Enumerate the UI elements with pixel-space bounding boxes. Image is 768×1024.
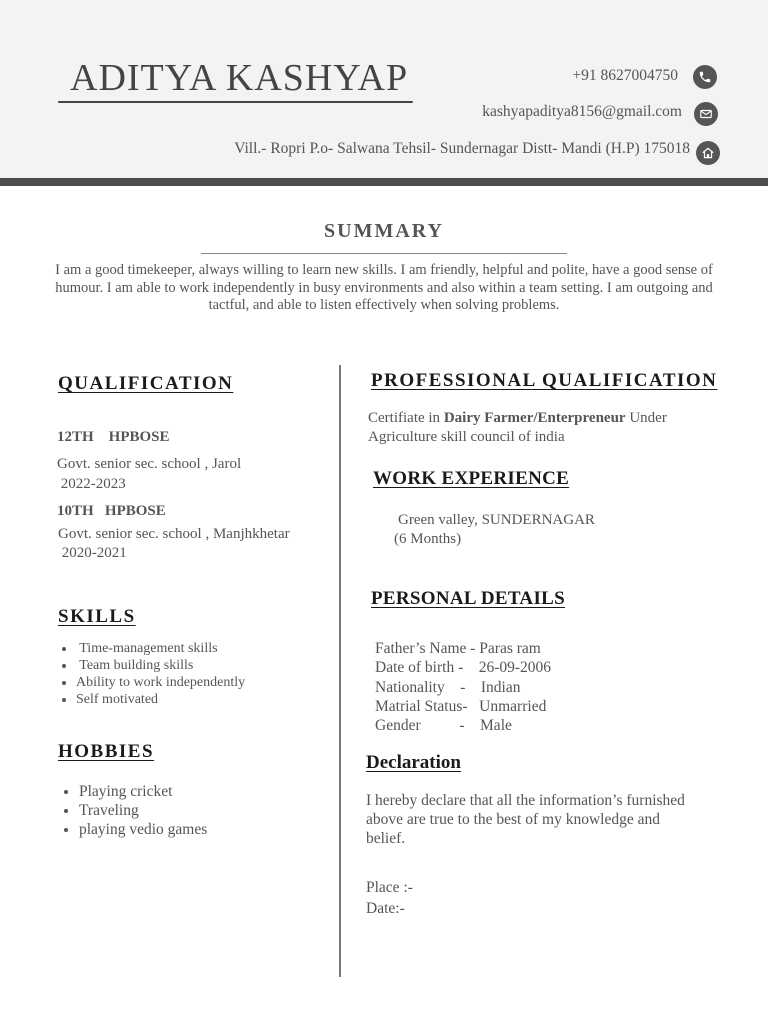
- certificate-suffix: Under: [625, 410, 667, 426]
- list-item: • Self motivated: [76, 691, 245, 708]
- name-underline: [58, 101, 413, 103]
- professional-qualification-title: PROFESSIONAL QUALIFICATION: [371, 370, 718, 391]
- place-label: Place :-: [366, 879, 413, 896]
- header-divider-bar: [0, 178, 768, 186]
- skills-list: [56, 640, 245, 708]
- declaration-title: Declaration: [366, 752, 461, 773]
- work-experience-duration: (6 Months): [394, 531, 462, 547]
- home-icon: [696, 141, 720, 165]
- phone-number: +91 8627004750: [572, 67, 678, 84]
- email-address: kashyapaditya8156@gmail.com: [482, 103, 682, 120]
- list-item: • playing vedio games: [79, 820, 207, 839]
- summary-text: I am a good timekeeper, always willing to learn new skills. I am friendly, helpful and polite, have a good sense of humour. I am able to work independently in busy environments and also within a team setting. I am outgoing and tactful, and able to listen effectively when solving problems.: [55, 262, 713, 313]
- hobbies-title: HOBBIES: [58, 741, 155, 762]
- qualification-12th-level: 12TH HPBOSE: [57, 429, 170, 445]
- personal-detail-gender: Gender - Male: [375, 717, 512, 734]
- list-item: • Traveling: [79, 801, 207, 820]
- summary-divider: [201, 253, 567, 254]
- professional-qualification-line1: [368, 409, 667, 428]
- phone-icon: [693, 65, 717, 89]
- hobbies-list: [59, 782, 207, 839]
- personal-detail-marital-status: Matrial Status- Unmarried: [375, 698, 547, 715]
- personal-details-title: PERSONAL DETAILS: [371, 588, 565, 609]
- date-label: Date:-: [366, 900, 405, 917]
- personal-detail-date-of-birth: Date of birth - 26-09-2006: [375, 659, 552, 676]
- envelope-icon: [694, 102, 718, 126]
- list-item: • Ability to work independently: [76, 674, 245, 691]
- list-item: • Team building skills: [76, 657, 245, 674]
- qualification-10th-level: 10TH HPBOSE: [57, 503, 166, 519]
- work-experience-title: WORK EXPERIENCE: [373, 468, 570, 489]
- qualification-10th-years: 2020-2021: [58, 545, 127, 561]
- column-divider: [339, 365, 341, 977]
- skills-title: SKILLS: [58, 606, 136, 627]
- certificate-course: Dairy Farmer/Enterpreneur: [443, 410, 626, 426]
- qualification-10th-school: Govt. senior sec. school , Manjhkhetar: [58, 526, 290, 542]
- list-item: • Playing cricket: [79, 782, 207, 801]
- qualification-12th-years: 2022-2023: [57, 476, 126, 492]
- candidate-name: ADITYA KASHYAP: [70, 57, 409, 99]
- certificate-prefix: Certifiate in: [368, 410, 444, 426]
- qualification-12th-school: Govt. senior sec. school , Jarol: [57, 456, 242, 472]
- personal-detail-fathers-name: Father’s Name - Paras ram: [375, 640, 541, 657]
- summary-title: SUMMARY: [324, 220, 444, 242]
- home-address: Vill.- Ropri P.o- Salwana Tehsil- Sundernagar Distt- Mandi (H.P) 175018: [234, 140, 690, 157]
- list-item: • Time-management skills: [76, 640, 245, 657]
- professional-qualification-line2: Agriculture skill council of india: [368, 429, 565, 445]
- personal-detail-nationality: Nationality - Indian: [375, 679, 521, 696]
- declaration-text: I hereby declare that all the information’s furnished above are true to the best of my knowledge and belief.: [366, 792, 685, 847]
- work-experience-place: Green valley, SUNDERNAGAR: [398, 512, 595, 528]
- qualification-title: QUALIFICATION: [58, 373, 234, 394]
